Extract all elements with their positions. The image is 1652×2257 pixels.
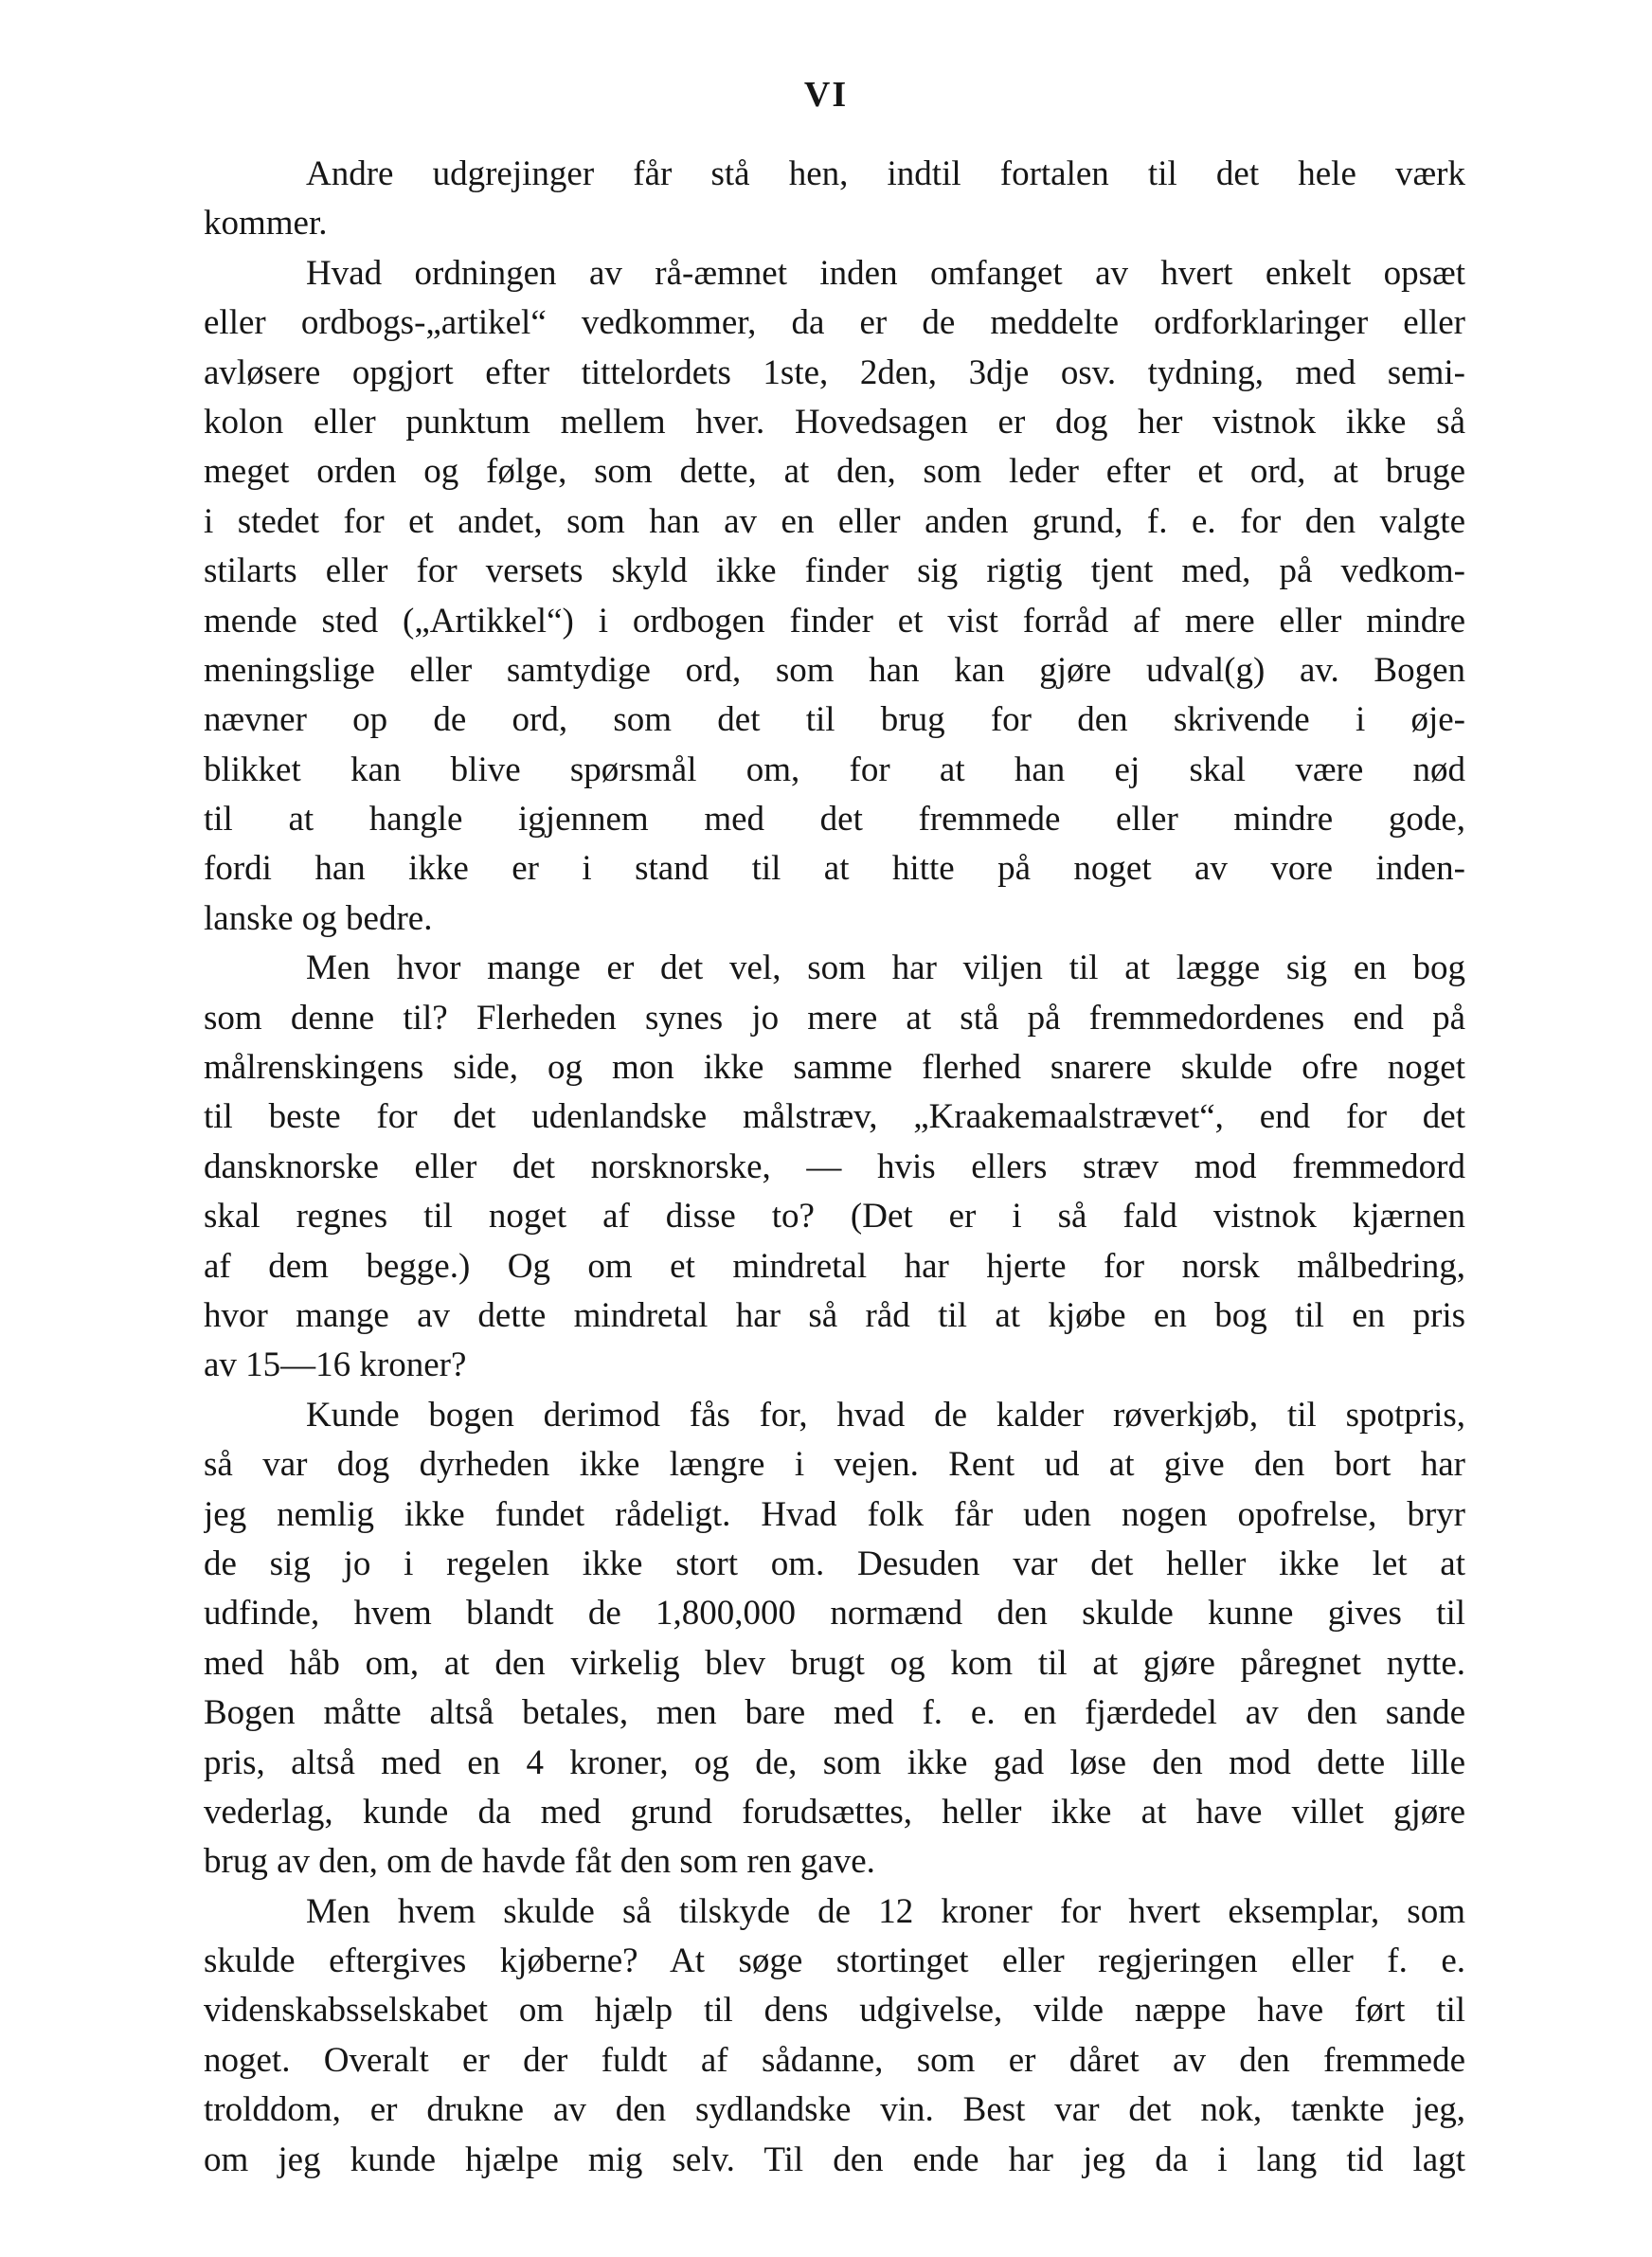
text-line: kommer. bbox=[204, 204, 328, 244]
text-line: brug av den, om de havde fåt den som ren gave. bbox=[204, 1842, 875, 1882]
text-line: Hvad ordningen av rå-æmnet inden omfanget av hvert enkelt opsæt bbox=[306, 253, 1465, 293]
text-line: Bogen måtte altså betales, men bare med f. e. en fjærdedel av den sande bbox=[204, 1693, 1465, 1733]
text-line: meningslige eller samtydige ord, som han kan gjøre udval(g) av. Bogen bbox=[204, 650, 1465, 690]
text-line: noget. Overalt er der fuldt af sådanne, som er dåret av den fremmede bbox=[204, 2040, 1465, 2080]
text-line: dansknorske eller det norsknorske, — hvis ellers stræv mod fremmedord bbox=[204, 1147, 1465, 1186]
text-line: i stedet for et andet, som han av en eller anden grund, f. e. for den valgte bbox=[204, 501, 1465, 541]
text-line: mende sted („Artikkel“) i ordbogen finder et vist forråd af mere eller mindre bbox=[204, 601, 1465, 641]
text-line: kolon eller punktum mellem hver. Hovedsagen er dog her vistnok ikke så bbox=[204, 402, 1465, 442]
text-line: av 15—16 kroner? bbox=[204, 1345, 467, 1385]
text-line: nævner op de ord, som det til brug for den skrivende i øje- bbox=[204, 700, 1465, 740]
text-line: vederlag, kunde da med grund forudsættes, heller ikke at have villet gjøre bbox=[204, 1792, 1465, 1832]
text-line: målrenskingens side, og mon ikke samme flerhed snarere skulde ofre noget bbox=[204, 1048, 1465, 1088]
text-line: fordi han ikke er i stand til at hitte på noget av vore inden- bbox=[204, 849, 1465, 889]
text-line: Kunde bogen derimod fås for, hvad de kalder røverkjøb, til spotpris, bbox=[306, 1395, 1465, 1435]
text-line: Men hvor mange er det vel, som har viljen til at lægge sig en bog bbox=[306, 948, 1465, 988]
text-line: trolddom, er drukne av den sydlandske vin. Best var det nok, tænkte jeg, bbox=[204, 2090, 1465, 2130]
text-line: meget orden og følge, som dette, at den, som leder efter et ord, at bruge bbox=[204, 452, 1465, 492]
text-line: til at hangle igjennem med det fremmede eller mindre gode, bbox=[204, 800, 1465, 840]
text-line: videnskabsselskabet om hjælp til dens udgivelse, vilde næppe have ført til bbox=[204, 1991, 1465, 2031]
text-line: hvor mange av dette mindretal har så råd til at kjøbe en bog til en pris bbox=[204, 1295, 1465, 1335]
text-line: pris, altså med en 4 kroner, og de, som ikke gad løse den mod dette lille bbox=[204, 1742, 1465, 1782]
text-line: til beste for det udenlandske målstræv, „Kraakemaalstrævet“, end for det bbox=[204, 1097, 1465, 1137]
text-line: blikket kan blive spørsmål om, for at han ej skal være nød bbox=[204, 749, 1465, 789]
text-line: udfinde, hvem blandt de 1,800,000 normænd den skulde kunne gives til bbox=[204, 1594, 1465, 1634]
text-line: stilarts eller for versets skyld ikke finder sig rigtig tjent med, på vedkom- bbox=[204, 551, 1465, 591]
text-line: som denne til? Flerheden synes jo mere at stå på fremmedordenes end på bbox=[204, 998, 1465, 1038]
text-line: skulde eftergives kjøberne? At søge stortinget eller regjeringen eller f. e. bbox=[204, 1941, 1465, 1981]
text-line: avløsere opgjort efter tittelordets 1ste, 2den, 3dje osv. tydning, med semi- bbox=[204, 352, 1465, 392]
text-line: jeg nemlig ikke fundet rådeligt. Hvad folk får uden nogen opofrelse, bryr bbox=[204, 1494, 1465, 1534]
body-text bbox=[204, 150, 1465, 2185]
text-line: skal regnes til noget af disse to? (Det er i så fald vistnok kjærnen bbox=[204, 1197, 1465, 1237]
text-line: Andre udgrejinger får stå hen, indtil fortalen til det hele værk bbox=[306, 154, 1465, 193]
text-line: om jeg kunde hjælpe mig selv. Til den ende har jeg da i lang tid lagt bbox=[204, 2140, 1465, 2179]
text-line: eller ordbogs-„artikel“ vedkommer, da er de meddelte ordforklaringer eller bbox=[204, 303, 1465, 343]
text-line: så var dog dyrheden ikke længre i vejen. Rent ud at give den bort har bbox=[204, 1445, 1465, 1485]
text-line: de sig jo i regelen ikke stort om. Desuden var det heller ikke let at bbox=[204, 1544, 1465, 1583]
text-line: af dem begge.) Og om et mindretal har hjerte for norsk målbedring, bbox=[204, 1246, 1465, 1286]
text-line: Men hvem skulde så tilskyde de 12 kroner for hvert eksemplar, som bbox=[306, 1891, 1465, 1931]
text-line: med håb om, at den virkelig blev brugt og kom til at gjøre påregnet nytte. bbox=[204, 1643, 1465, 1683]
page-number: VI bbox=[803, 75, 849, 115]
text-line: lanske og bedre. bbox=[204, 898, 433, 938]
